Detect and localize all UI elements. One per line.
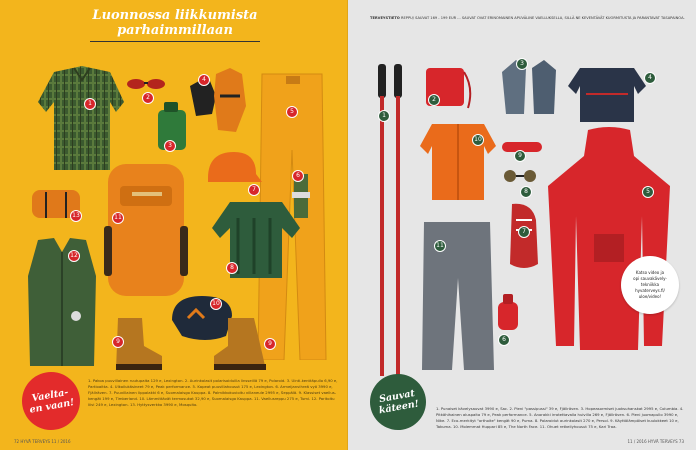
small-bottle bbox=[494, 292, 522, 332]
intro-text: REPPU/ SAUVAT 169 - 199 EUR ... SAUVAT OVAT ERINOMAINEN APUVÄLINE VAELLUKSELLA, SILLÄ NE KEVENTÄVÄT KUORMITUSTA JA PARANTAVAT TASAPAINOA. bbox=[401, 16, 685, 20]
title-line-2: parhaimmillaan bbox=[117, 23, 233, 38]
navy-base-layer bbox=[566, 64, 648, 124]
green-sweater bbox=[208, 198, 304, 282]
item-badge: 9 bbox=[514, 150, 526, 162]
walking-poles bbox=[370, 56, 410, 376]
gray-pants bbox=[418, 218, 496, 372]
item-badge: 5 bbox=[286, 106, 298, 118]
item-badge: 8 bbox=[226, 262, 238, 274]
item-badge: 12 bbox=[68, 250, 80, 262]
item-badge: 5 bbox=[642, 186, 654, 198]
item-badge: 7 bbox=[248, 184, 260, 196]
round-sunglasses bbox=[502, 168, 538, 184]
intro-label: TERVEYSTIETO bbox=[370, 16, 400, 20]
video-link-badge[interactable] bbox=[621, 256, 679, 314]
right-folio: 11 / 2016 HYVÄ TERVEYS 73 bbox=[627, 439, 684, 444]
right-intro bbox=[370, 16, 690, 22]
left-caption: 1. Pakoa puuvillainen ruutupaita 129 e, Lexington. 2. Aurinkolasit polarisoiduilla linsseillä 79 e, Polaroid. 3. Uinti-kenttäpullo 6,90 e, Partioaitta. 4. Ulkoilukäsineet 79 e, Peak performance. 5. Kapeat puuvillahousut 175 e, Lexington. 6. Armeijanvihreä vyö 3990 e, Fjällräven. 7. Puuvillainen lippalakki 6 e, Suomalaisgo Kauppa. 8. Palmikkokuvioitu villaneule 2995 e, Seppälä. 9. Klassiset vaellus-kengät 199 e, Timberland. 10. Lämmittävät termosukat 32,90 e, Suomalaisgo Kauppa. 11. Vaellusreppu 275 e, Tumi. 12. Paritoitu liivi 249 e, Lexington. 13. Hyttysverkko 3990 e, Mosquito. bbox=[88, 378, 338, 407]
left-folio: 72 HYVÄ TERVEYS 11 / 2016 bbox=[14, 439, 71, 444]
sunglasses bbox=[126, 76, 166, 90]
item-badge: 1 bbox=[378, 110, 390, 122]
boot-right bbox=[210, 316, 270, 372]
item-badge: 1 bbox=[84, 98, 96, 110]
right-caption: 1. Punaiset kävelysauvat 3990 e, Sac. 2. Pieni "passipussi" 39 e, Fjällräven. 3. Hopeasormiset juoksuhanskat 2995 e, Columbia. 4. Pitkähihainen aluspaita 79 e, Peak performance. 5. Anorakki irrotettavalla huivilla 269 e, Fjällräven. 6. Pieni juomapullo 3990 e, Nike. 7. Eco-merkityt "orthoite" kengät 90 e, Puma. 8. Polaroidut aurinkolasit 270 e, Persol. 9. Käyttölämpöiset kuulokkeet 10 e, Takuma. 10. Molemmat Huppari 85 e, The North Face. 11. Ohuet retkeilyhousut 75 e, Kari Traa. bbox=[436, 406, 684, 429]
item-badge: 11 bbox=[112, 212, 124, 224]
stamp-sauvat-text: Sauvat käteen! bbox=[378, 388, 420, 417]
item-badge: 2 bbox=[428, 94, 440, 106]
stamp-vaellus-text: Vaelta- en vaan! bbox=[28, 386, 76, 416]
item-badge: 9 bbox=[112, 336, 124, 348]
red-anorak bbox=[544, 126, 674, 354]
item-badge: 6 bbox=[292, 170, 304, 182]
title-rule bbox=[90, 41, 260, 42]
item-badge: 11 bbox=[434, 240, 446, 252]
item-badge: 9 bbox=[264, 338, 276, 350]
item-badge: 10 bbox=[210, 298, 222, 310]
orange-fleece bbox=[416, 120, 500, 202]
gray-gloves bbox=[498, 58, 560, 116]
backpack bbox=[98, 156, 194, 302]
video-link-text: Katso video ja opi sauvakävely- tekniikka hyvaterveys.fi/ uloe/video! bbox=[633, 270, 667, 299]
green-vest bbox=[26, 236, 98, 368]
item-badge: 8 bbox=[520, 186, 532, 198]
title-line-1: Luonnossa liikkumista bbox=[92, 8, 258, 23]
item-badge: 2 bbox=[142, 92, 154, 104]
item-badge: 7 bbox=[518, 226, 530, 238]
item-badge: 13 bbox=[70, 210, 82, 222]
gloves bbox=[186, 66, 250, 136]
item-badge: 10 bbox=[472, 134, 484, 146]
item-badge: 6 bbox=[498, 334, 510, 346]
item-badge: 3 bbox=[164, 140, 176, 152]
item-badge: 4 bbox=[198, 74, 210, 86]
stamp-vaellus bbox=[17, 367, 84, 434]
item-badge: 4 bbox=[644, 72, 656, 84]
left-title bbox=[90, 8, 260, 42]
item-badge: 3 bbox=[516, 58, 528, 70]
